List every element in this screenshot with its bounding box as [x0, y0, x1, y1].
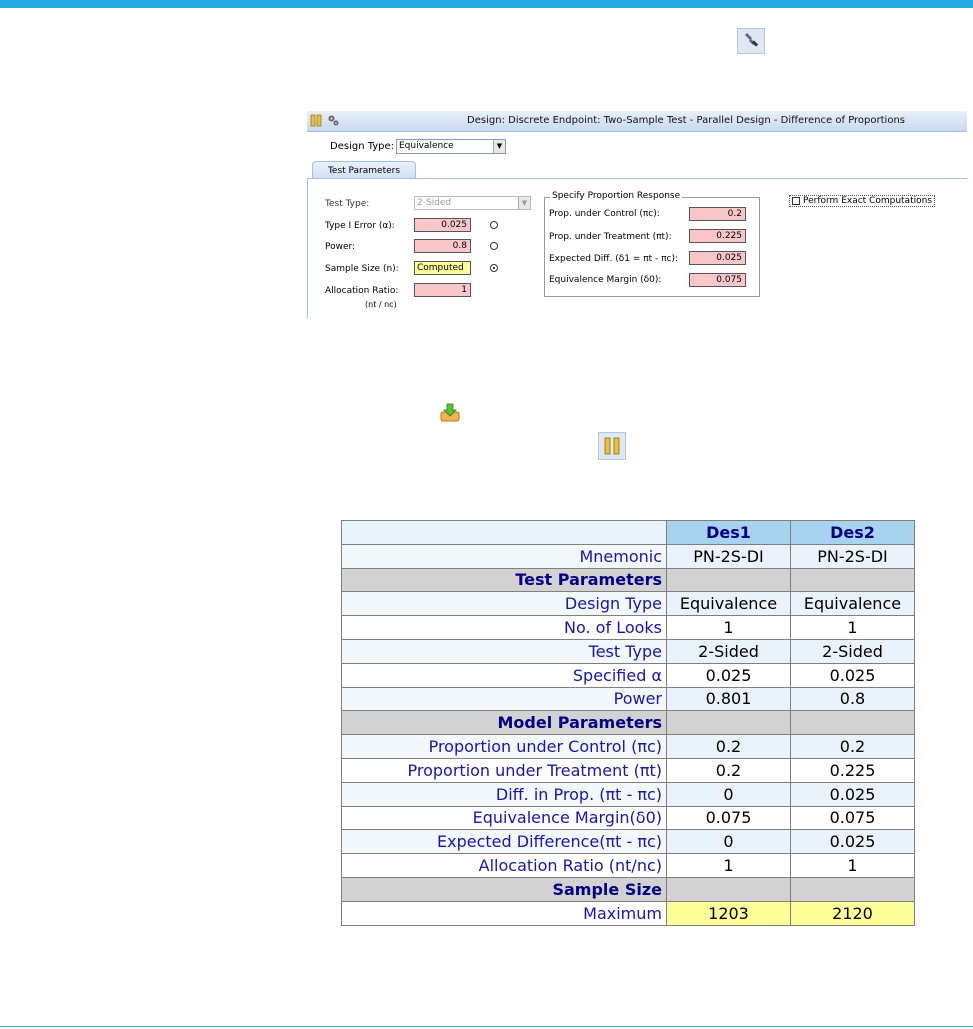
type1-error-label: Type I Error (α): [325, 221, 395, 231]
row-label: Power [342, 687, 667, 711]
power-label: Power: [325, 242, 356, 252]
cell-des1: 0.801 [667, 687, 791, 711]
cell-des2: 1 [791, 616, 915, 640]
equiv-margin-field[interactable]: 0.075 [689, 273, 746, 287]
cell-des2: 0.2 [791, 735, 915, 759]
prop-treatment-field[interactable]: 0.225 [689, 229, 746, 243]
cell-des2 [791, 568, 915, 592]
row-label: Expected Difference(πt - πc) [342, 830, 667, 854]
equiv-margin-label: Equivalence Margin (δ0): [549, 275, 662, 285]
table-row [342, 806, 915, 830]
test-type-label: Test Type: [325, 199, 370, 209]
cell-des2: PN-2S-DI [791, 544, 915, 568]
cell-des2: 0.075 [791, 806, 915, 830]
table-row [342, 663, 915, 687]
row-label: Proportion under Treatment (πt) [342, 758, 667, 782]
sample-size-label: Sample Size (n): [325, 264, 399, 274]
prop-control-label: Prop. under Control (πc): [549, 209, 660, 219]
expected-diff-field[interactable]: 0.025 [689, 251, 746, 265]
row-label: Mnemonic [342, 544, 667, 568]
exact-computations-checkbox[interactable] [792, 197, 800, 205]
cell-des1: 0 [667, 830, 791, 854]
row-label: Model Parameters [342, 711, 667, 735]
cell-des2: Equivalence [791, 592, 915, 616]
design-dialog [307, 111, 967, 318]
table-row [342, 901, 915, 925]
row-label: Design Type [342, 592, 667, 616]
top-accent-bar [0, 0, 973, 8]
cell-des2: 2120 [791, 901, 915, 925]
proportion-response-group [544, 191, 760, 297]
row-label: No. of Looks [342, 616, 667, 640]
allocation-ratio-field[interactable]: 1 [414, 283, 471, 297]
cell-des1: 0 [667, 782, 791, 806]
table-row [342, 639, 915, 663]
power-radio[interactable] [490, 242, 498, 250]
cell-des2: 1 [791, 854, 915, 878]
row-label: Sample Size [342, 877, 667, 901]
exact-computations-option[interactable] [789, 195, 935, 207]
design-type-label: Design Type: [330, 141, 395, 152]
row-label: Maximum [342, 901, 667, 925]
cell-des1: 1203 [667, 901, 791, 925]
table-row [342, 854, 915, 878]
cell-des2 [791, 877, 915, 901]
type1-error-field[interactable]: 0.025 [414, 218, 471, 232]
table-row [342, 544, 915, 568]
compare-icon[interactable] [310, 114, 322, 130]
settings-gears-icon[interactable] [327, 114, 340, 130]
prop-treatment-label: Prop. under Treatment (πt): [549, 232, 672, 242]
tab-body-border [307, 179, 308, 318]
row-label: Proportion under Control (πc) [342, 735, 667, 759]
row-label: Test Parameters [342, 568, 667, 592]
group-title: Specify Proportion Response [552, 191, 681, 201]
cell-des2: 0.225 [791, 758, 915, 782]
prop-control-field[interactable]: 0.2 [689, 207, 746, 221]
expected-diff-label: Expected Diff. (δ1 = πt - πc): [549, 254, 679, 264]
tab-divider [307, 178, 967, 179]
cell-des1: 1 [667, 854, 791, 878]
row-label: Specified α [342, 663, 667, 687]
table-row [342, 616, 915, 640]
cell-des2: 0.025 [791, 663, 915, 687]
chevron-down-icon: ▼ [493, 140, 505, 153]
bottom-accent-line [0, 1026, 973, 1027]
table-row [342, 758, 915, 782]
allocation-ratio-label: Allocation Ratio: [325, 286, 399, 296]
header-blank-cell [342, 521, 667, 545]
cell-des2: 2-Sided [791, 639, 915, 663]
header-des1: Des1 [667, 521, 791, 545]
table-row [342, 782, 915, 806]
dialog-header [307, 111, 967, 132]
table-body [342, 544, 915, 925]
wrench-icon[interactable] [737, 28, 765, 54]
compare-icon[interactable] [598, 432, 626, 460]
table-section-row [342, 877, 915, 901]
cell-des1: Equivalence [667, 592, 791, 616]
row-label: Test Type [342, 639, 667, 663]
chevron-down-icon: ▼ [518, 197, 530, 209]
cell-des1: PN-2S-DI [667, 544, 791, 568]
type1-error-radio[interactable] [490, 221, 498, 229]
table-section-row [342, 568, 915, 592]
sample-size-field[interactable]: Computed [414, 261, 471, 275]
design-type-value: Equivalence [399, 141, 454, 151]
table-header-row [342, 521, 915, 545]
table-row [342, 687, 915, 711]
cell-des1: 0.2 [667, 735, 791, 759]
cell-des1 [667, 877, 791, 901]
sample-size-radio[interactable] [490, 264, 498, 272]
dialog-title: Design: Discrete Endpoint: Two-Sample Test - Parallel Design - Difference of Proportions [467, 115, 905, 126]
cell-des1: 0.025 [667, 663, 791, 687]
table-row [342, 830, 915, 854]
power-field[interactable]: 0.8 [414, 239, 471, 253]
design-type-select[interactable] [396, 139, 506, 154]
exact-computations-label: Perform Exact Computations [803, 196, 933, 206]
row-label: Equivalence Margin(δ0) [342, 806, 667, 830]
cell-des1: 0.075 [667, 806, 791, 830]
cell-des1: 1 [667, 616, 791, 640]
row-label: Diff. in Prop. (πt - πc) [342, 782, 667, 806]
table-section-row [342, 711, 915, 735]
cell-des1 [667, 711, 791, 735]
header-des2: Des2 [791, 521, 915, 545]
cell-des1: 2-Sided [667, 639, 791, 663]
tab-test-parameters[interactable]: Test Parameters [312, 161, 416, 179]
download-icon[interactable] [436, 400, 464, 426]
design-comparison-table [341, 520, 915, 926]
cell-des1 [667, 568, 791, 592]
table-row [342, 592, 915, 616]
cell-des2: 0.8 [791, 687, 915, 711]
cell-des2: 0.025 [791, 830, 915, 854]
cell-des1: 0.2 [667, 758, 791, 782]
table-row [342, 735, 915, 759]
allocation-ratio-sublabel: (nt / nc) [365, 300, 397, 309]
row-label: Allocation Ratio (nt/nc) [342, 854, 667, 878]
test-type-select[interactable] [414, 196, 531, 210]
cell-des2 [791, 711, 915, 735]
test-type-value: 2-Sided [417, 198, 452, 208]
cell-des2: 0.025 [791, 782, 915, 806]
